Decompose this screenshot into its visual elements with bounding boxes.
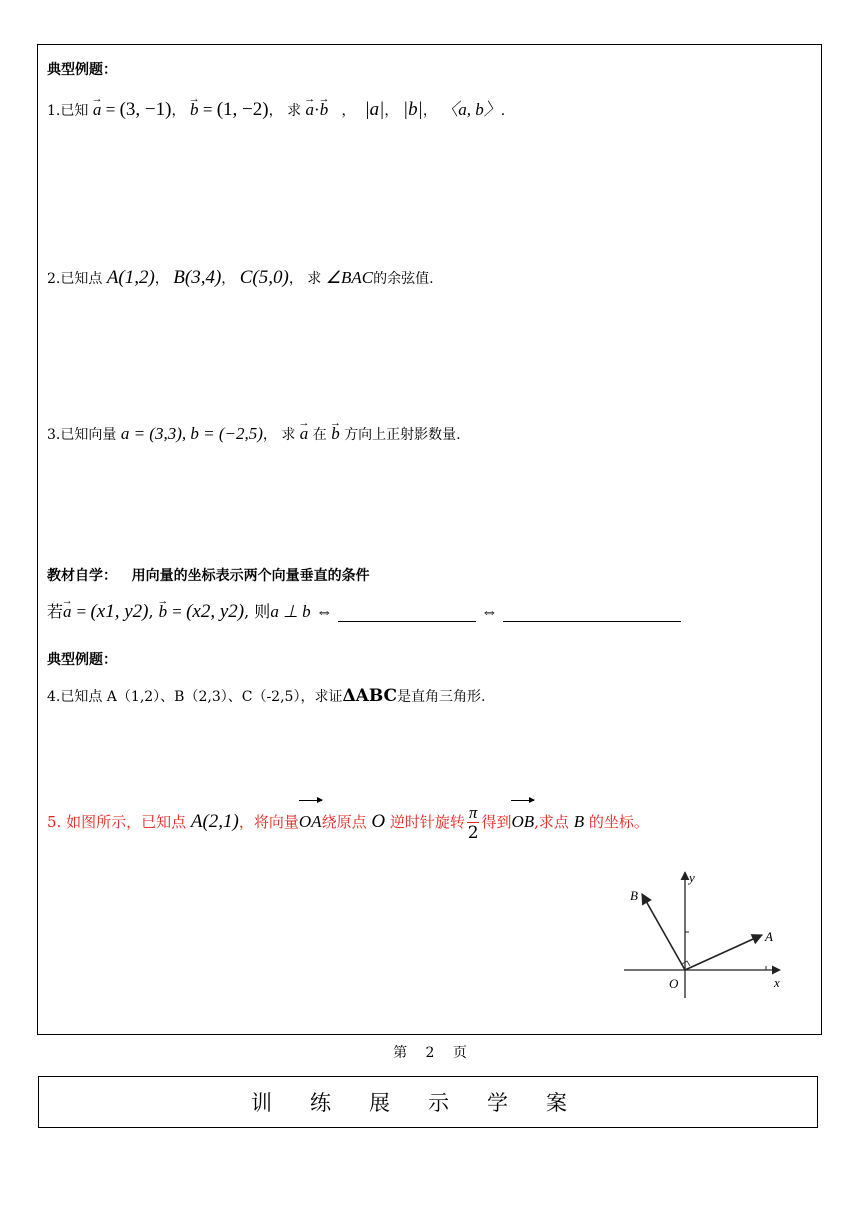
q5-suffix: 的坐标。 xyxy=(588,813,649,831)
q5-point-a: A(2,1) xyxy=(190,811,239,832)
perp-expression: a ⊥ b xyxy=(270,602,311,621)
vector-oa: OA xyxy=(299,800,322,842)
self-study-label: 教材自学： xyxy=(47,568,117,584)
angle-bac: ∠BAC xyxy=(325,268,374,287)
question-1: 1.已知 → a = (3, −1)， → b = (1, −2)， 求 → a·→ b ， |a|， |b|， 〈a, b〉. xyxy=(47,100,505,121)
q3-prefix: 3.已知向量 xyxy=(47,427,117,443)
q3-expression: a = (3,3), b = (−2,5) xyxy=(120,424,263,443)
triangle-abc: ΔABC xyxy=(342,686,398,706)
q1-ask: 求 xyxy=(287,103,302,119)
vector-rotation-figure xyxy=(622,864,792,1000)
q1-angle: 〈a, b〉 xyxy=(441,100,501,119)
example-heading: 典型例题： xyxy=(47,62,117,78)
point-a: A(1,2) xyxy=(106,267,155,288)
label-b: B xyxy=(630,888,638,903)
origin-o: O xyxy=(371,811,386,832)
page-number: 第 2 页 xyxy=(393,1045,467,1061)
q1-b-value: (1, −2) xyxy=(216,99,269,120)
label-y: y xyxy=(689,870,695,885)
q3-suffix: 方向上正射影数量. xyxy=(344,427,461,443)
label-o: O xyxy=(669,976,679,991)
question-2: 2.已知点 A(1,2)， B(3,4)， C(5,0)， 求 ∠BAC的余弦值. xyxy=(47,267,434,288)
perpendicular-condition: 若→ a = (x1, y2), → b = (x2, y2), 则a ⊥ b ⇔ ⇔ xyxy=(47,602,681,622)
answer-blank-2[interactable] xyxy=(503,621,681,622)
point-b: B(3,4) xyxy=(173,267,222,288)
pi-over-two: $\frac{\pi}{2}$ xyxy=(467,802,479,843)
q1-norm-b: |b| xyxy=(402,99,423,120)
label-x: x xyxy=(774,975,780,990)
question-5: 5. 如图所示，已知点 A(2,1)，将向量OA绕原点 O 逆时针旋转 $\frac{\pi}{2}$ 得到OB,求点 B 的坐标。 xyxy=(47,800,649,843)
vector-b: → b xyxy=(190,100,199,120)
q1-norm-a: |a| xyxy=(364,99,385,120)
question-4: 4.已知点 A（1,2）、B（2,3）、C（-2,5），求证ΔABC是直角三角形. xyxy=(47,686,486,706)
footer-title: 训练展示学案 xyxy=(38,1076,818,1128)
point-c: C(5,0) xyxy=(239,267,289,288)
q4-text: 4.已知点 A（1,2）、B（2,3）、C（-2,5），求证 xyxy=(47,689,343,705)
self-study xyxy=(47,566,370,586)
vector-ob: OB xyxy=(511,800,534,842)
q1-a-value: (3, −1) xyxy=(119,99,172,120)
label-a: A xyxy=(765,929,773,944)
q2-prefix: 2.已知点 xyxy=(47,271,103,287)
question-3: 3.已知向量 a = (3,3), b = (−2,5)， 求 → a 在 → b 方向上正射影数量. xyxy=(47,424,461,445)
cond-a-value: (x1, y2) xyxy=(90,601,149,622)
vector-ob-arrow xyxy=(642,894,685,970)
q1-prefix: 1.已知 xyxy=(47,103,89,119)
cond-b-value: (x2, y2) xyxy=(186,601,245,622)
self-study-title: 用向量的坐标表示两个向量垂直的条件 xyxy=(131,568,370,584)
q5-prefix: 5. 如图所示，已知点 xyxy=(47,813,187,831)
vector-a: → a xyxy=(93,100,102,120)
q2-suffix: 的余弦值. xyxy=(373,271,434,287)
answer-blank-1[interactable] xyxy=(338,621,476,622)
vector-oa-arrow xyxy=(685,935,762,970)
example-heading-2: 典型例题： xyxy=(47,652,117,668)
